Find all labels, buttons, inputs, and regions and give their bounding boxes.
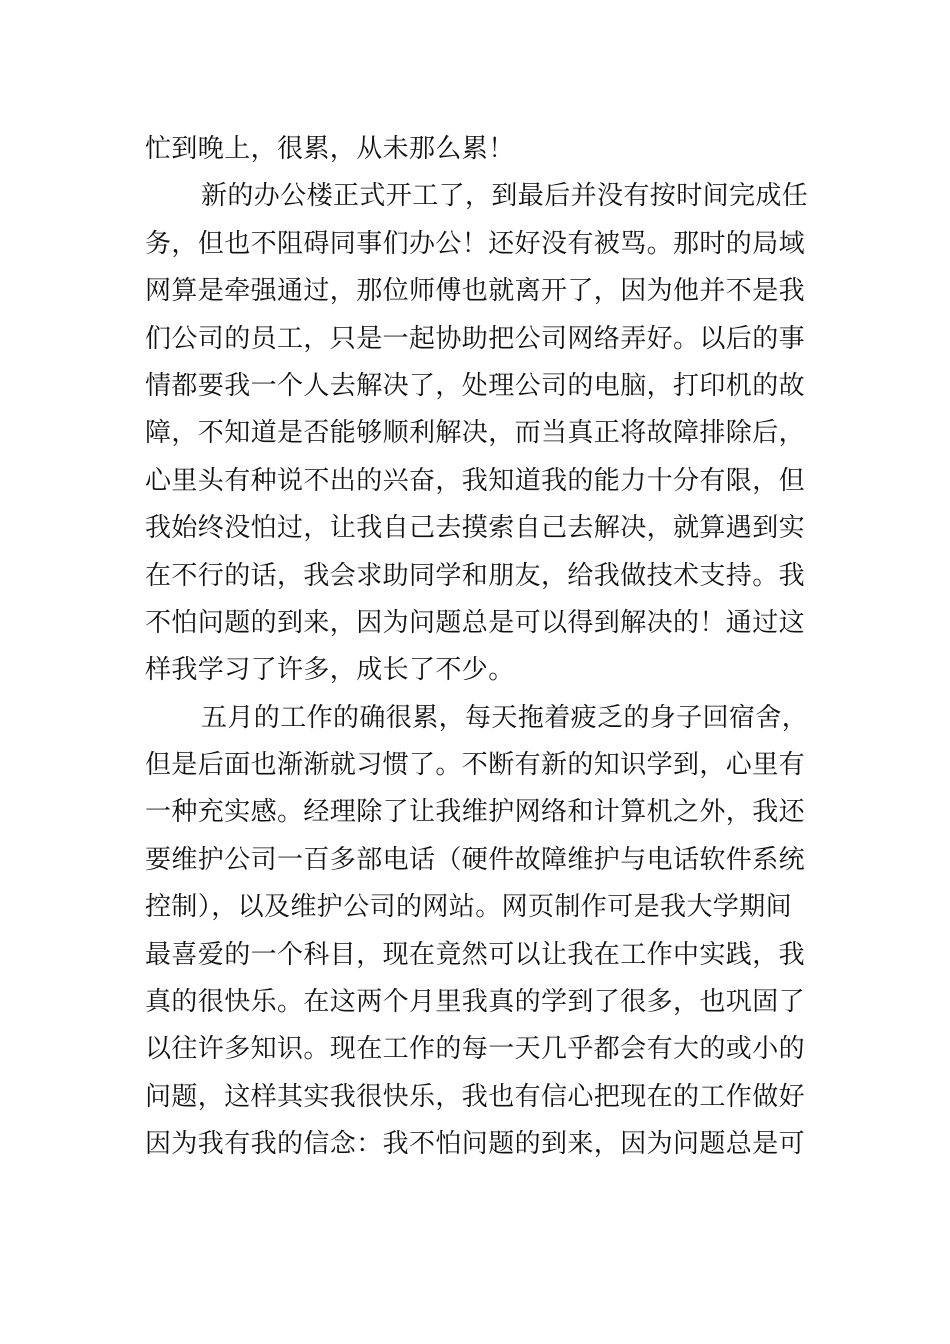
text-line: 最喜爱的一个科目，现在竟然可以让我在工作中实践，我: [145, 939, 806, 970]
text-line: 在不行的话，我会求助同学和朋友，给我做技术支持。我: [145, 560, 806, 591]
text-line: 因为我有我的信念：我不怕问题的到来，因为问题总是可: [145, 1129, 806, 1160]
text-line: 五月的工作的确很累，每天拖着疲乏的身子回宿舍，: [201, 702, 809, 733]
text-line: 忙到晚上，很累，从未那么累！: [145, 134, 515, 164]
text-line: 务，但也不阻碍同事们办公！还好没有被骂。那时的局域: [145, 228, 806, 259]
text-line: 不怕问题的到来，因为问题总是可以得到解决的！通过这: [145, 607, 806, 638]
text-line: 以往许多知识。现在工作的每一天几乎都会有大的或小的: [145, 1034, 806, 1065]
text-line: 控制），以及维护公司的网站。网页制作可是我大学期间: [145, 892, 793, 923]
text-line: 真的很快乐。在这两个月里我真的学到了很多，也巩固了: [145, 987, 806, 1018]
document-body: [145, 126, 810, 1169]
text-line: 心里头有种说不出的兴奋，我知道我的能力十分有限，但: [145, 465, 806, 496]
text-line: 一种充实感。经理除了让我维护网络和计算机之外，我还: [145, 797, 806, 828]
text-line: 但是后面也渐渐就习惯了。不断有新的知识学到，心里有: [145, 750, 806, 781]
paragraph-2: [145, 173, 810, 694]
text-line: 障，不知道是否能够顺利解决，而当真正将故障排除后，: [145, 418, 806, 449]
text-line: 样我学习了许多，成长了不少。: [145, 655, 515, 686]
paragraph-1: [145, 126, 810, 173]
text-line: 网算是牵强通过，那位师傅也就离开了，因为他并不是我: [145, 276, 806, 307]
text-line: 情都要我一个人去解决了，处理公司的电脑，打印机的故: [145, 370, 806, 401]
text-line: 我始终没怕过，让我自己去摸索自己去解决，就算遇到实: [145, 513, 806, 544]
text-line: 们公司的员工，只是一起协助把公司网络弄好。以后的事: [145, 323, 806, 354]
text-line: 问题，这样其实我很快乐，我也有信心把现在的工作做好: [145, 1081, 806, 1112]
text-line: 要维护公司一百多部电话（硬件故障维护与电话软件系统: [145, 844, 806, 875]
text-line: 新的办公楼正式开工了，到最后并没有按时间完成任: [201, 181, 809, 212]
paragraph-3: [145, 695, 810, 1169]
